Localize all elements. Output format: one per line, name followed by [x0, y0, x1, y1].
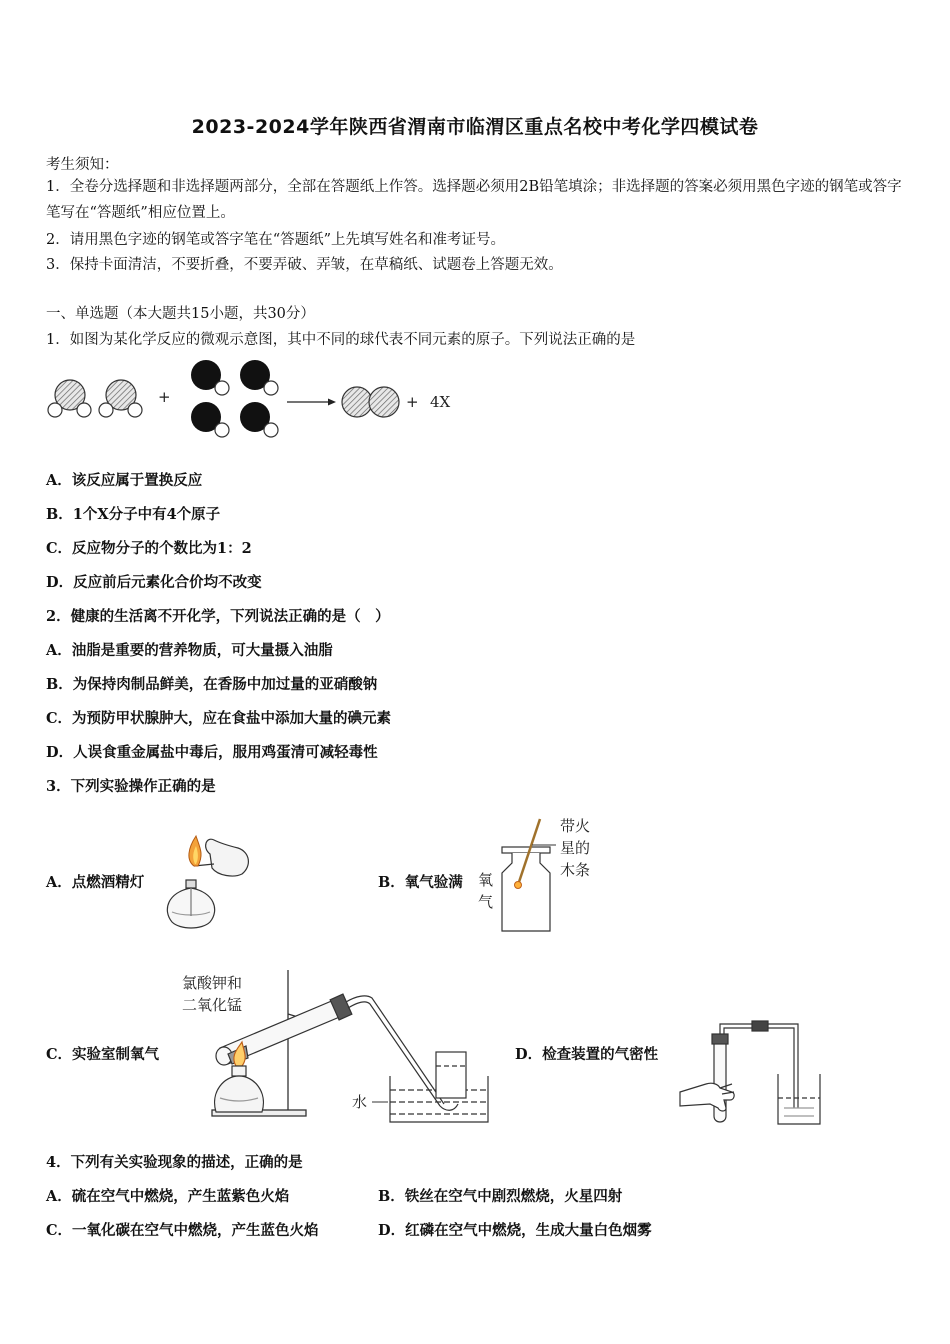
notice-item-1: 1．全卷分选择题和非选择题两部分，全部在答题纸上作答。选择题必须用2B铅笔填涂；非选择题的答案必须用黑色字迹的钢笔或答字笔写在“答题纸”相应位置上。: [46, 179, 902, 221]
airtightness-check-figure: [680, 1018, 830, 1128]
water-label: 水: [352, 1093, 368, 1111]
notice-item-3: 3．保持卡面清洁，不要折叠，不要弄破、弄皱，在草稿纸、试题卷上答题无效。: [46, 257, 563, 273]
q2-option-b[interactable]: B．为保持肉制品鲜美，在香肠中加过量的亚硝酸钠: [46, 676, 378, 693]
oxygen-preparation-figure: [176, 966, 496, 1126]
product-label: 4X: [430, 393, 451, 411]
q4-option-c[interactable]: C．一氧化碳在空气中燃烧，产生蓝色火焰: [46, 1222, 319, 1239]
gas-label-2: 气: [478, 893, 494, 911]
q3-stem: 3．下列实验操作正确的是: [46, 778, 216, 795]
flame-icon: [189, 836, 201, 866]
lighted-lamp: [194, 839, 248, 876]
reagent-label-2: 二氧化锰: [182, 996, 243, 1014]
gas-label-1: 氧: [478, 871, 494, 889]
q4-stem: 4．下列有关实验现象的描述，正确的是: [46, 1154, 303, 1171]
q1-option-d[interactable]: D．反应前后元素化合价均不改变: [46, 574, 262, 591]
oxygen-test-figure: [474, 815, 591, 935]
splint-label-3: 木条: [560, 861, 591, 879]
q3-option-b[interactable]: B．氧气验满: [378, 874, 463, 891]
reactant-molecule-b3: [191, 402, 229, 437]
q3-option-d[interactable]: D．检查装置的气密性: [515, 1046, 659, 1063]
splint-label-1: 带火: [560, 817, 591, 835]
water-trough-icon: [390, 1052, 488, 1122]
reactant-molecule-a2: [99, 380, 142, 417]
q3-option-a[interactable]: A．点燃酒精灯: [46, 874, 145, 891]
reactant-molecule-b4: [240, 402, 278, 437]
page-title: 2023-2024学年陕西省渭南市临渭区重点名校中考化学四模试卷: [191, 116, 759, 138]
q3-option-c[interactable]: C．实验室制氧气: [46, 1046, 160, 1063]
q2-stem: 2．健康的生活离不开化学，下列说法正确的是（ ）: [46, 608, 390, 625]
reactant-molecule-b1: [191, 360, 229, 395]
plus-sign-2: +: [406, 393, 419, 411]
notice-heading: 考生须知：: [46, 157, 119, 173]
notice-item-2: 2．请用黑色字迹的钢笔或答字笔在“答题纸”上先填写姓名和准考证号。: [46, 232, 506, 248]
q1-molecule-diagram: [44, 358, 504, 448]
product-molecule: [342, 387, 399, 417]
reaction-arrow: [287, 399, 336, 406]
reagent-label-1: 氯酸钾和: [182, 974, 243, 992]
q4-option-d[interactable]: D．红磷在空气中燃烧，生成大量白色烟雾: [378, 1222, 652, 1239]
q1-option-a[interactable]: A．该反应属于置换反应: [46, 472, 203, 489]
q2-option-c[interactable]: C．为预防甲状腺肿大，应在食盐中添加大量的碘元素: [46, 710, 392, 727]
q1-stem: 1．如图为某化学反应的微观示意图，其中不同的球代表不同元素的原子。下列说法正确的是: [46, 332, 636, 348]
q1-option-b[interactable]: B．1个X分子中有4个原子: [46, 506, 221, 523]
q2-option-d[interactable]: D．人误食重金属盐中毒后，服用鸡蛋清可减轻毒性: [46, 744, 378, 761]
reactant-molecule-b2: [240, 360, 278, 395]
beaker-icon: [778, 1074, 820, 1124]
q4-option-a[interactable]: A．硫在空气中燃烧，产生蓝紫色火焰: [46, 1188, 290, 1205]
q4-option-b[interactable]: B．铁丝在空气中剧烈燃烧，火星四射: [378, 1188, 623, 1205]
q2-option-a[interactable]: A．油脂是重要的营养物质，可大量摄入油脂: [46, 642, 333, 659]
alcohol-lamp-figure: [158, 826, 268, 936]
alcohol-lamp-icon: [167, 880, 214, 928]
plus-sign-1: +: [158, 388, 171, 406]
q1-option-c[interactable]: C．反应物分子的个数比为1：2: [46, 540, 252, 557]
splint-label-2: 星的: [560, 839, 591, 857]
section-heading: 一、单选题（本大题共15小题，共30分）: [46, 306, 315, 322]
reactant-molecule-a1: [48, 380, 91, 417]
